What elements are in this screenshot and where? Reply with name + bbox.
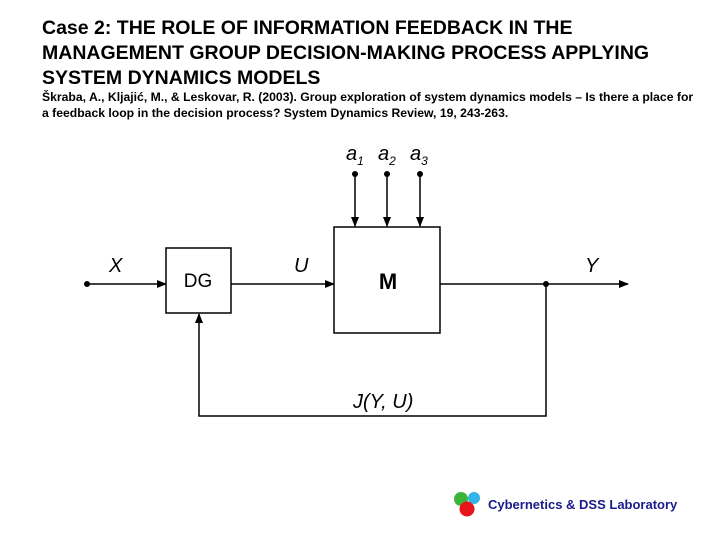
footer	[452, 490, 677, 518]
input-label-a2: $a_2$	[378, 143, 396, 168]
lab-name: Cybernetics & DSS Laboratory	[488, 496, 678, 512]
m-box-label: M	[378, 269, 398, 294]
dg-box-label: DG	[183, 271, 213, 292]
signal-label-u: U	[294, 255, 309, 277]
signal-label-y: Y	[585, 255, 599, 277]
input-label-a3: $a_3$	[410, 143, 428, 168]
input-a3-arrow	[417, 171, 423, 226]
citation: Škraba, A., Kljajić, M., & Leskovar, R. (2003). Group exploration of system dynamics models – Is there a place for a feedback loop in the decision process? System Dynamics Review, 19, 243-263.	[42, 90, 694, 120]
input-a2-arrow	[384, 171, 390, 226]
colored-dots-logo-icon	[452, 490, 484, 518]
signal-label-x: X	[109, 255, 123, 277]
feedback-label: J(Y, U)	[353, 391, 414, 413]
input-label-a1: $a_1$	[346, 143, 364, 168]
input-a1-arrow	[352, 171, 358, 226]
input-x-arrow	[84, 281, 166, 287]
slide-title: Case 2: THE ROLE OF INFORMATION FEEDBACK IN THE MANAGEMENT GROUP DECISION-MAKING PROCESS APPLYING SYSTEM DYNAMICS MODELS	[42, 17, 650, 89]
